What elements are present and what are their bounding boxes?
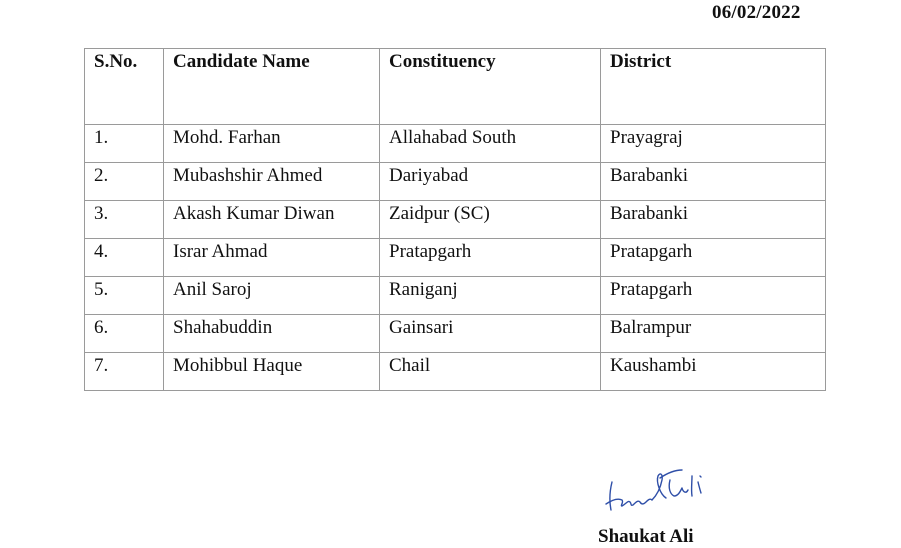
cell-district: Balrampur: [601, 315, 826, 353]
cell-constituency: Allahabad South: [380, 125, 601, 163]
cell-district: Kaushambi: [601, 353, 826, 391]
cell-constituency: Gainsari: [380, 315, 601, 353]
cell-sno: 3.: [85, 201, 164, 239]
cell-candidate-name: Israr Ahmad: [164, 239, 380, 277]
table-row: [85, 277, 826, 315]
cell-sno: 2.: [85, 163, 164, 201]
cell-candidate-name: Shahabuddin: [164, 315, 380, 353]
cell-candidate-name: Mubashshir Ahmed: [164, 163, 380, 201]
table-row: [85, 163, 826, 201]
cell-sno: 6.: [85, 315, 164, 353]
cell-constituency: Zaidpur (SC): [380, 201, 601, 239]
cell-sno: 5.: [85, 277, 164, 315]
cell-constituency: Chail: [380, 353, 601, 391]
cell-sno: 7.: [85, 353, 164, 391]
header-constituency: Constituency: [380, 49, 601, 125]
header-district: District: [601, 49, 826, 125]
document-date: 06/02/2022: [712, 2, 801, 23]
table-row: [85, 239, 826, 277]
header-sno: S.No.: [85, 49, 164, 125]
header-candidate-name: Candidate Name: [164, 49, 380, 125]
table-header-row: [85, 49, 826, 125]
cell-district: Barabanki: [601, 201, 826, 239]
cell-candidate-name: Akash Kumar Diwan: [164, 201, 380, 239]
cell-candidate-name: Anil Saroj: [164, 277, 380, 315]
cell-constituency: Raniganj: [380, 277, 601, 315]
table-row: [85, 315, 826, 353]
table-row: [85, 201, 826, 239]
candidate-table: [84, 48, 826, 391]
cell-district: Prayagraj: [601, 125, 826, 163]
cell-sno: 1.: [85, 125, 164, 163]
cell-constituency: Pratapgarh: [380, 239, 601, 277]
cell-sno: 4.: [85, 239, 164, 277]
signer-name: Shaukat Ali: [598, 526, 694, 547]
cell-district: Pratapgarh: [601, 239, 826, 277]
cell-district: Barabanki: [601, 163, 826, 201]
cell-constituency: Dariyabad: [380, 163, 601, 201]
table-row: [85, 353, 826, 391]
handwritten-signature: [600, 460, 720, 520]
table-row: [85, 125, 826, 163]
cell-candidate-name: Mohd. Farhan: [164, 125, 380, 163]
cell-district: Pratapgarh: [601, 277, 826, 315]
cell-candidate-name: Mohibbul Haque: [164, 353, 380, 391]
